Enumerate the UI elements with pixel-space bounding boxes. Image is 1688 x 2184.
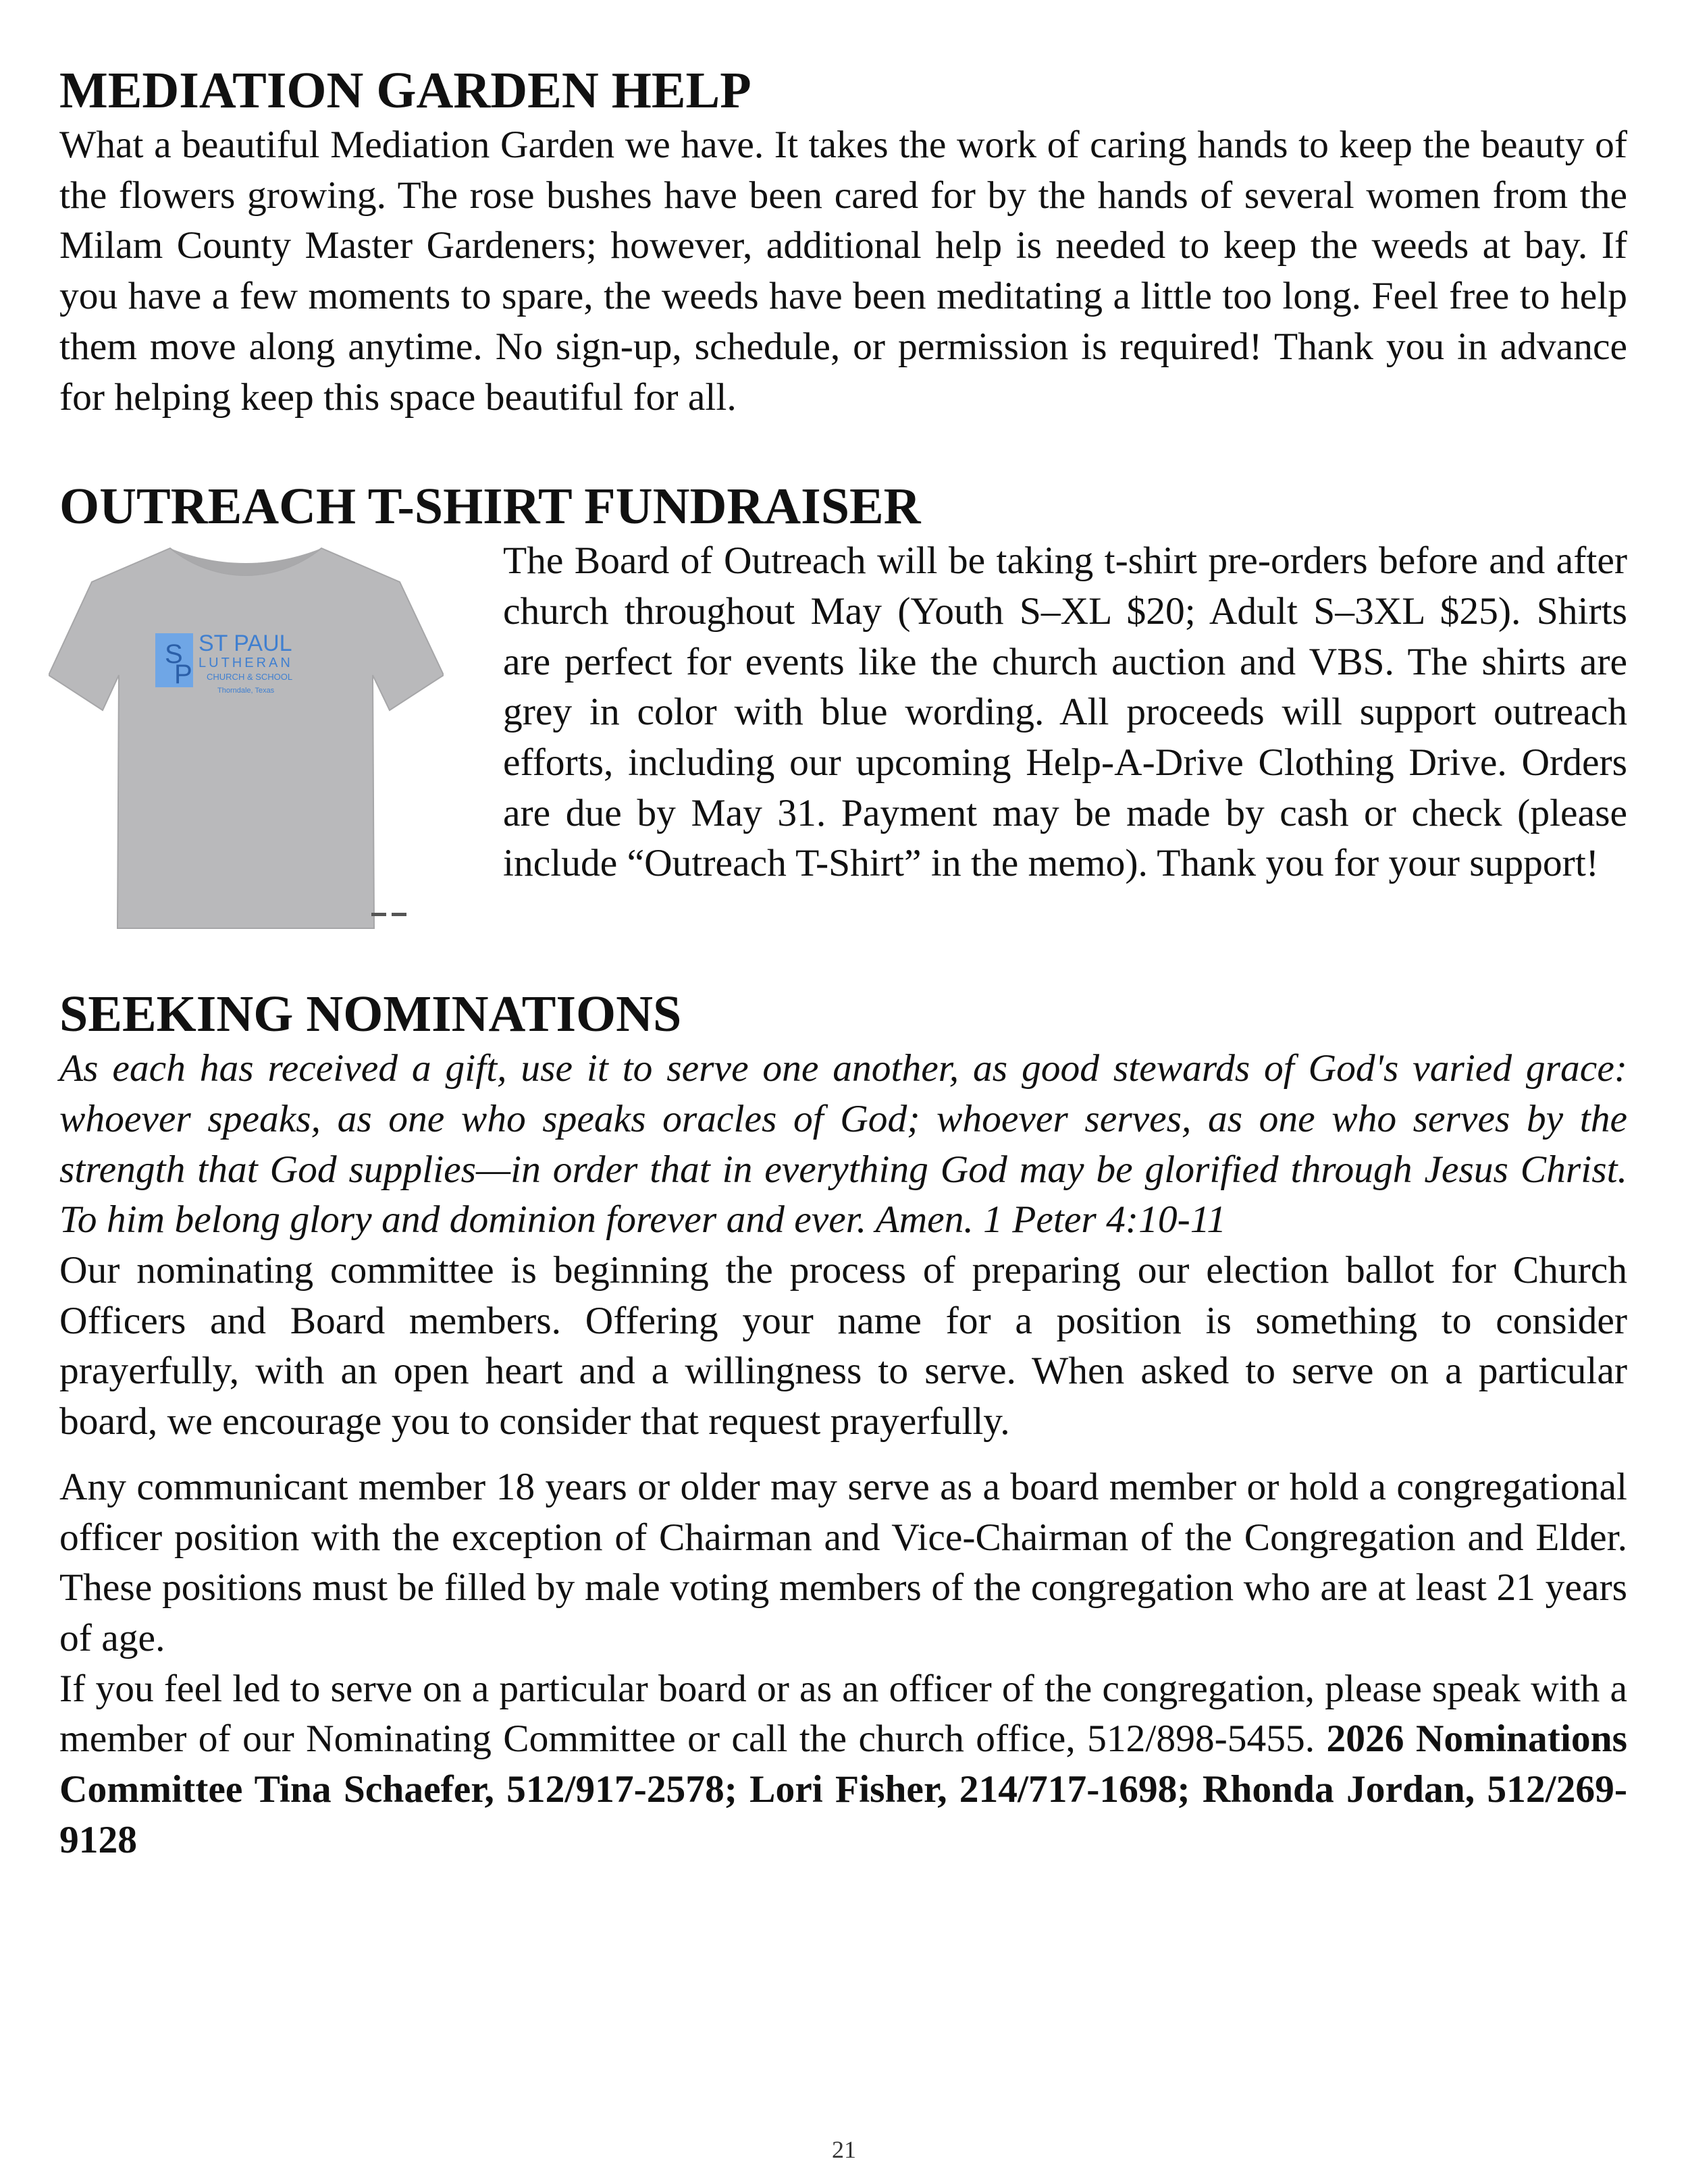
nominations-section	[59, 984, 1627, 1865]
tshirt-section	[59, 477, 1627, 932]
logo-monogram-s: S	[165, 639, 183, 670]
nominations-para2: Any communicant member 18 years or older may serve as a board member or hold a congregational officer position with the exception of Chairman and Vice-Chairman of the Congregation and Elder. These positions must be filled by male voting members of the congregation who are at least 21 years of age.	[59, 1465, 1627, 1659]
page-number: 21	[832, 2136, 856, 2163]
nominations-para3	[59, 1664, 1627, 1866]
logo-monogram-p: P	[174, 660, 192, 690]
tshirt-image	[49, 540, 444, 932]
tshirt-content	[59, 536, 1627, 932]
newsletter-page	[59, 61, 1627, 1865]
logo-line1: ST PAUL	[199, 631, 292, 657]
tshirt-illustration	[49, 540, 444, 932]
nominations-para1: Our nominating committee is beginning the process of preparing our election ballot for Church Officers and Board members. Offering your name for a position is something to consider prayerfully, with an open heart and a willingness to serve. When asked to serve on a particular board, we encourage you to consider that request prayerfully.	[59, 1249, 1627, 1443]
garden-body: What a beautiful Mediation Garden we have. It takes the work of caring hands to keep the beauty of the flowers growing. The rose bushes have been cared for by the hands of several women from the Milam County Master Gardeners; however, additional help is needed to keep the weeds at bay. If you have a few moments to spare, the weeds have been meditating a little too long. Feel free to help them move along anytime. No sign-up, schedule, or permission is required! Thank you in advance for helping keep this space beautiful for all.	[59, 124, 1627, 419]
tshirt-body: The Board of Outreach will be taking t-shirt pre-orders before and after church throughout May (Youth S–XL $20; Adult S–3XL $25). Shirts are perfect for events like the church auction and VBS. The shirts are grey in color with blue wording. All proceeds will support outreach efforts, including our upcoming Help-A-Drive Clothing Drive. Orders are due by May 31. Payment may be made by cash or check (please include “Outreach T-Shirt” in the memo). Thank you for your support!	[503, 539, 1627, 885]
nominations-para3-text: If you feel led to serve on a particular board or as an officer of the congregation, please speak with a member of our Nominating Committee or call the church office, 512/898-5455.	[59, 1667, 1627, 1761]
garden-heading: MEDIATION GARDEN HELP	[59, 62, 751, 119]
nominations-heading: SEEKING NOMINATIONS	[59, 986, 682, 1043]
logo-line2: LUTHERAN	[199, 656, 293, 671]
logo-line4: Thorndale, Texas	[217, 687, 275, 695]
garden-section	[59, 61, 1627, 423]
logo-line3: CHURCH & SCHOOL	[207, 672, 293, 683]
scripture-quote: As each has received a gift, use it to serve one another, as good stewards of God's varied grace: whoever speaks, as one who speaks oracles of God; whoever serves, as one who serves by the strength that God supplies—in order that in everything God may be glorified through Jesus Christ. To him belong glory and dominion forever and ever. Amen. 1 Peter 4:10-11	[59, 1047, 1627, 1242]
tshirt-heading: OUTREACH T-SHIRT FUNDRAISER	[59, 478, 921, 535]
nominations-committee-contacts: 2026 Nominations Committee Tina Schaefer, 512/917-2578; Lori Fisher, 214/717-1698; Rhonda Jordan, 512/269-9128	[59, 1717, 1628, 1861]
